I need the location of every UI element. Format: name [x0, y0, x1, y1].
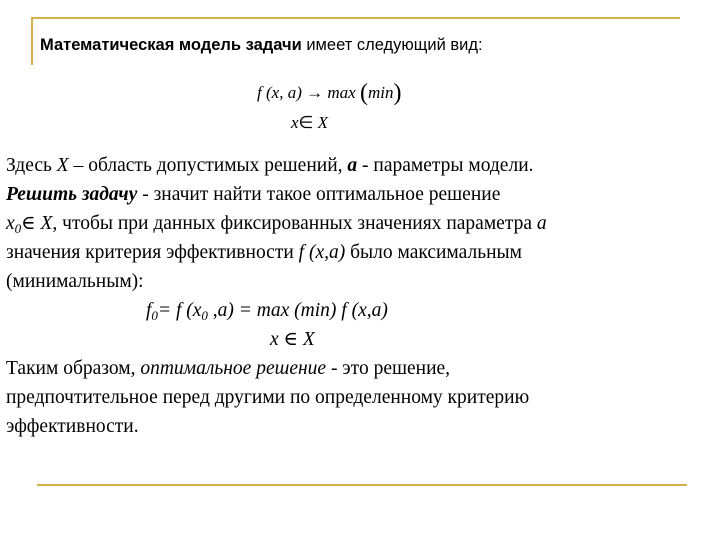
text-line-1: Здесь X – область допустимых решений, a - параметры модели. — [6, 155, 534, 176]
frame-left-line — [31, 17, 33, 65]
text-line-10: эффективности. — [6, 416, 139, 437]
text-line-8: Таким образом, оптимальное решение - это решение, — [6, 358, 451, 379]
text-line-9: предпочтительное перед другими по определенному критерию — [6, 387, 530, 408]
optimum-constraint: x ∈ X — [270, 329, 315, 350]
text-line-3: $x_0\in$ X, чтобы при данных фиксированных значениях параметра a — [6, 213, 547, 236]
heading-bold: Математическая модель задачи — [40, 36, 302, 54]
text-line-5: (минимальным): — [6, 271, 144, 292]
slide-heading — [40, 36, 483, 55]
text-line-4: значения критерия эффективности f (x,a) было максимальным — [6, 242, 522, 263]
text-line-2: Решить задачу - значит найти такое оптимальное решение — [6, 184, 501, 205]
constraint-formula: x∈ X — [291, 113, 328, 132]
optimum-formula: $f_0= f$ ($x_0$ ,a) = max (min) f (x,a) — [146, 300, 388, 323]
frame-bottom-line — [37, 484, 687, 486]
body-text — [6, 151, 716, 441]
heading-normal: имеет следующий вид: — [301, 36, 483, 54]
objective-formula: f (x, a) → max (min) — [257, 80, 402, 106]
frame-top-line — [32, 17, 680, 19]
